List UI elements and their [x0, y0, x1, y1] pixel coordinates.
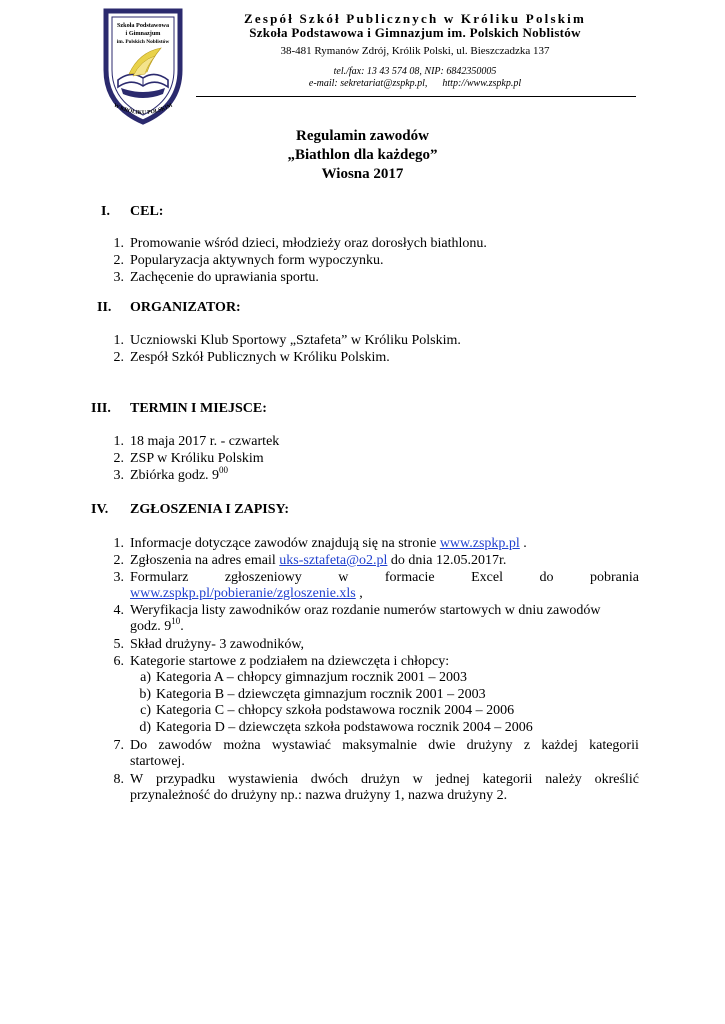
list-item: Weryfikacja listy zawodników oraz rozdanie numerów startowych w dniu zawodów [130, 603, 601, 618]
word: można [223, 738, 261, 753]
list-item: Popularyzacja aktywnych form wypoczynku. [130, 253, 384, 268]
word: W [130, 772, 144, 787]
word: Excel [471, 570, 503, 585]
list-item-justified [130, 738, 639, 754]
list-number: 1. [113, 536, 124, 551]
list-number: 1. [113, 333, 124, 348]
logo-line2: i Gimnazjum [125, 30, 161, 37]
list-number: 6. [113, 654, 124, 669]
word: drużyn [360, 772, 400, 787]
header-address: 38-481 Rymanów Zdrój, Królik Polski, ul. Bieszczadzka 137 [280, 45, 550, 57]
list-item: Skład drużyny- 3 zawodników, [130, 637, 305, 652]
sub-list-item: Kategoria C – chłopcy szkoła podstawowa rocznik 2004 – 2006 [156, 703, 515, 718]
list-number: 1. [113, 236, 124, 251]
word: przypadku [156, 772, 216, 787]
section-4-number: IV. [91, 502, 109, 517]
list-item-continued: startowej. [130, 754, 185, 769]
list-item: Uczniowski Klub Sportowy „Sztafeta” w Króliku Polskim. [130, 333, 461, 348]
list-item [130, 553, 506, 569]
website-link[interactable]: www.zspkp.pl [439, 536, 520, 551]
word: z [523, 738, 531, 753]
section-4-title: ZGŁOSZENIA I ZAPISY: [130, 502, 289, 517]
list-number: 8. [113, 772, 124, 787]
word: w [338, 570, 349, 585]
logo-bottom-text: W KRÓLIKU POLSKIM [112, 102, 174, 117]
list-number: 5. [113, 637, 124, 652]
item-text: , [355, 586, 363, 601]
document-title: Regulamin zawodów [296, 128, 429, 144]
section-3-number: III. [91, 401, 111, 416]
word: maksymalnie [342, 738, 417, 753]
sub-list-label: c) [140, 703, 151, 718]
word: dwie [428, 738, 456, 753]
list-number: 2. [113, 350, 124, 365]
sub-list-item: Kategoria B – dziewczęta gimnazjum rocznik 2001 – 2003 [156, 687, 486, 702]
section-1-title: CEL: [130, 204, 164, 219]
event-season: Wiosna 2017 [321, 166, 404, 182]
word: jednej [435, 772, 470, 787]
section-1-number: I. [101, 204, 110, 219]
sub-list-label: b) [139, 687, 151, 702]
sub-list-item: Kategoria A – chłopcy gimnazjum rocznik 2001 – 2003 [156, 670, 468, 685]
list-item: Kategorie startowe z podziałem na dziewczęta i chłopcy: [130, 654, 450, 669]
word: do [539, 570, 554, 585]
header-phone: tel./fax: 13 43 574 08, NIP: 6842350005 [333, 66, 497, 77]
sub-list-label: d) [139, 720, 151, 735]
list-number: 2. [113, 451, 124, 466]
list-number: 3. [113, 270, 124, 285]
list-number: 3. [113, 468, 124, 483]
list-item-justified [130, 570, 639, 586]
school-crest-logo [103, 8, 183, 126]
sub-list-item: Kategoria D – dziewczęta szkoła podstawowa rocznik 2004 – 2006 [156, 720, 533, 735]
list-item [130, 465, 229, 484]
list-number: 3. [113, 570, 124, 585]
list-item: 18 maja 2017 r. - czwartek [130, 434, 280, 449]
logo-line3: im. Polskich Noblistów [116, 39, 170, 45]
word: określić [594, 772, 639, 787]
word: każdej [541, 738, 578, 753]
word: Do [130, 738, 148, 753]
word: zawodów [158, 738, 213, 753]
list-number: 4. [113, 603, 124, 618]
list-item-continued: przynależność do drużyny np.: nazwa drużyny 1, nazwa drużyny 2. [130, 788, 508, 803]
item-text: Zgłoszenia na adres email [130, 553, 280, 568]
item-text: Informacje dotyczące zawodów znajdują się na stronie [130, 536, 440, 551]
word: w [412, 772, 423, 787]
list-item-continued [130, 586, 363, 602]
item-text: . [519, 536, 527, 551]
email-link[interactable]: uks-sztafeta@o2.pl [279, 553, 388, 568]
word: Formularz [130, 570, 189, 585]
logo-line1: Szkoła Podstawowa [116, 22, 170, 29]
list-item-justified [130, 772, 639, 788]
assembly-time-minutes: 00 [219, 465, 229, 475]
list-number: 1. [113, 434, 124, 449]
assembly-time-text: Zbiórka godz. 9 [130, 468, 220, 483]
word: należy [545, 772, 582, 787]
list-item-continued [130, 616, 184, 635]
item-text: . [180, 619, 184, 634]
section-3-title: TERMIN I MIEJSCE: [130, 401, 267, 416]
header-line1: Zespół Szkół Publicznych w Króliku Polskim [244, 11, 586, 26]
list-item: Promowanie wśród dzieci, młodzieży oraz dorosłych biathlonu. [130, 236, 487, 251]
list-item [130, 536, 527, 552]
word: dwóch [310, 772, 349, 787]
word: wystawienia [227, 772, 298, 787]
header-email: e-mail: sekretariat@zspkp.pl, http://www.zspkp.pl [308, 78, 522, 89]
header-divider [196, 96, 636, 97]
word: kategorii [482, 772, 533, 787]
time-minutes: 10 [171, 616, 181, 626]
list-item: ZSP w Króliku Polskim [130, 451, 264, 466]
word: kategorii [589, 738, 639, 753]
section-2-number: II. [97, 300, 112, 315]
event-name: „Biathlon dla każdego” [287, 147, 438, 163]
section-2-title: ORGANIZATOR: [130, 300, 241, 315]
item-text: do dnia 12.05.2017r. [387, 553, 507, 568]
word: wystawiać [271, 738, 331, 753]
sub-list-label: a) [140, 670, 151, 685]
list-number: 2. [113, 253, 124, 268]
word: zgłoszeniowy [224, 570, 302, 585]
word: formacie [384, 570, 435, 585]
word: drużyny [466, 738, 513, 753]
list-number: 2. [113, 553, 124, 568]
list-number: 7. [113, 738, 124, 753]
header-line2: Szkoła Podstawowa i Gimnazjum im. Polskich Noblistów [249, 25, 581, 40]
list-item: Zachęcenie do uprawiania sportu. [130, 270, 319, 285]
list-item: Zespół Szkół Publicznych w Króliku Polskim. [130, 350, 390, 365]
item-text: godz. 9 [130, 619, 172, 634]
form-download-link[interactable]: www.zspkp.pl/pobieranie/zgloszenie.xls [130, 586, 356, 601]
word: pobrania [589, 570, 639, 585]
